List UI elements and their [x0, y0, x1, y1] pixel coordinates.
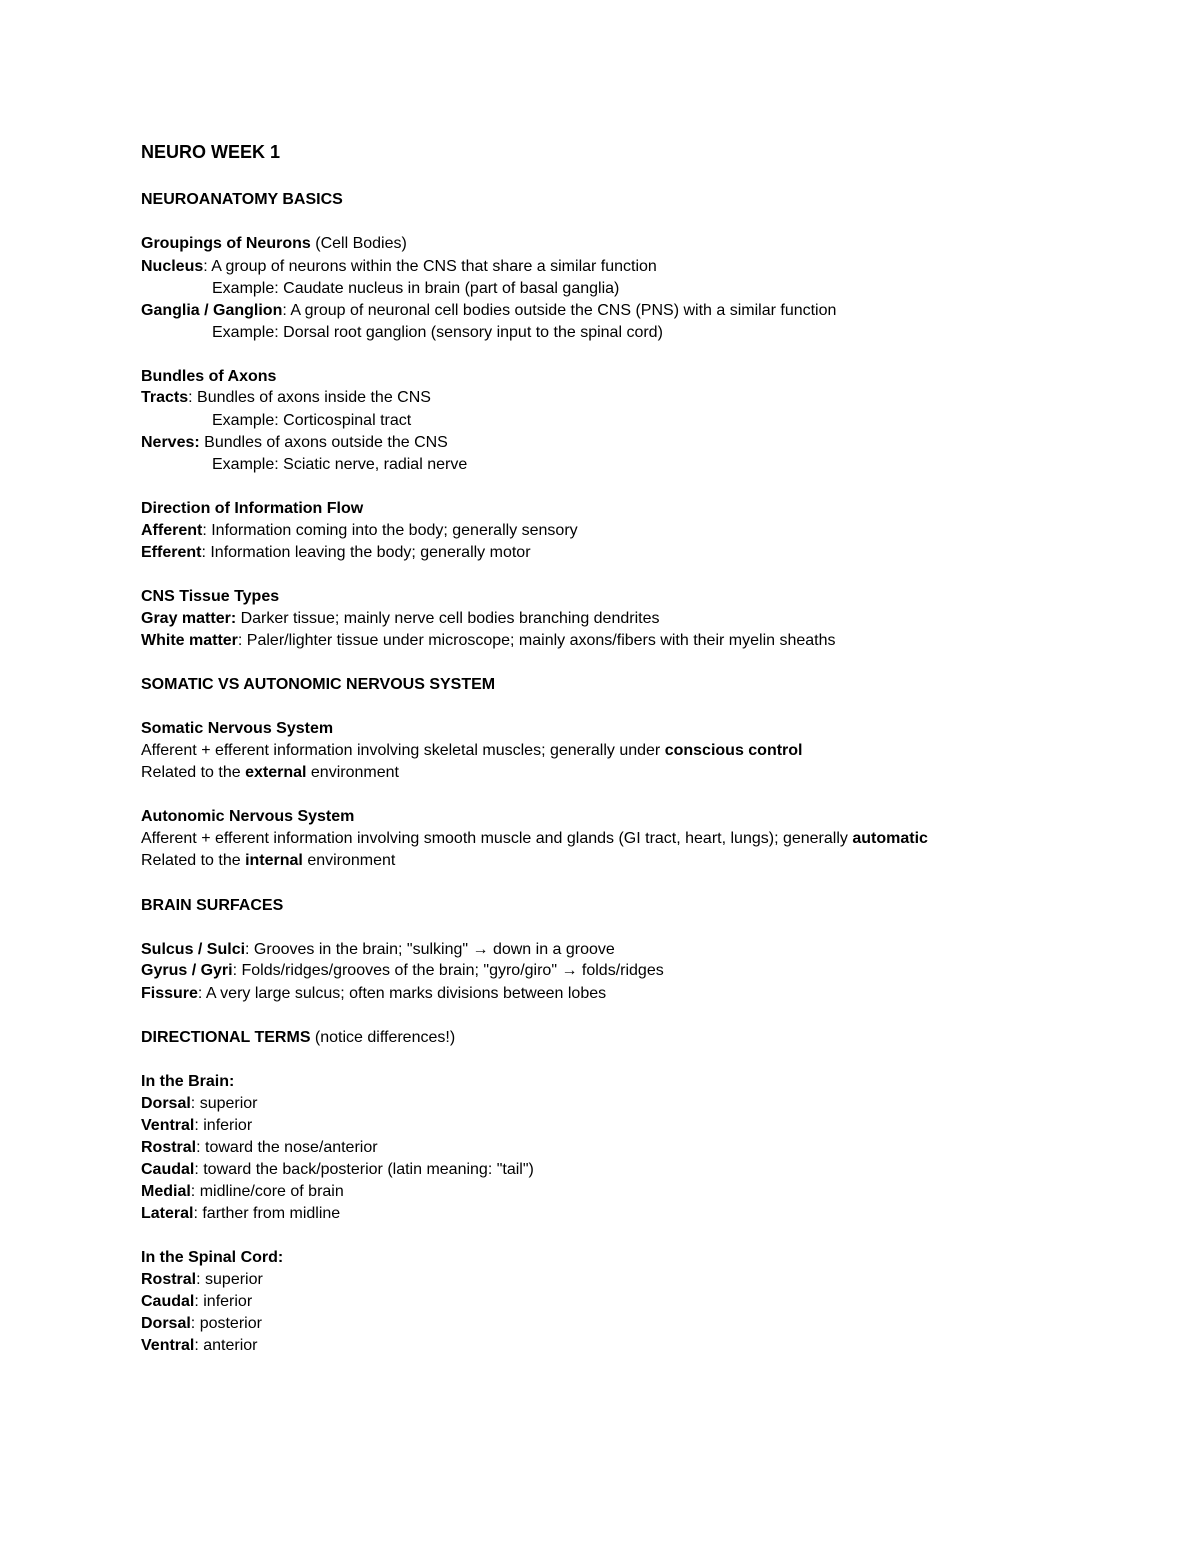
example-tracts: Example: Corticospinal tract — [212, 412, 412, 429]
autonomic-description — [141, 829, 928, 849]
term-fissure: Fissure — [141, 985, 198, 1002]
autonomic-emphasis: automatic — [852, 830, 928, 847]
definition-afferent — [141, 521, 578, 541]
def-dorsal: : superior — [190, 1095, 258, 1112]
def-fissure: : A very large sulcus; often marks divisions between lobes — [197, 985, 607, 1002]
brain-term-row — [141, 1094, 258, 1114]
autonomic-env-suffix: environment — [302, 852, 396, 869]
def-afferent: : Information coming into the body; generally sensory — [202, 522, 578, 539]
groupings-note: (Cell Bodies) — [315, 235, 407, 252]
example-nucleus: Example: Caudate nucleus in brain (part of basal ganglia) — [212, 280, 620, 297]
somatic-text: Afferent + efferent information involving skeletal muscles; generally under — [141, 742, 665, 759]
subheading-direction: Direction of Information Flow — [141, 500, 364, 517]
term-lateral: Lateral — [141, 1205, 194, 1222]
autonomic-env-text: Related to the — [141, 852, 246, 869]
term-dorsal: Dorsal — [141, 1315, 191, 1332]
term-caudal: Caudal — [141, 1293, 195, 1310]
term-nerves: Nerves: — [141, 434, 200, 451]
autonomic-environment — [141, 851, 395, 871]
section-heading-directional — [141, 1028, 455, 1048]
term-afferent: Afferent — [141, 522, 203, 539]
def-ganglia: : A group of neuronal cell bodies outside the CNS (PNS) with a similar function — [282, 302, 837, 319]
brain-term-row — [141, 1116, 252, 1136]
subheading-brain: In the Brain: — [141, 1073, 235, 1090]
subheading-somatic: Somatic Nervous System — [141, 720, 334, 737]
somatic-env-emphasis: external — [245, 764, 307, 781]
def-rostral: : toward the nose/anterior — [196, 1139, 378, 1156]
autonomic-text: Afferent + efferent information involving smooth muscle and glands (GI tract, heart, lungs); generally — [141, 830, 853, 847]
def-nucleus: : A group of neurons within the CNS that share a similar function — [203, 258, 657, 275]
def-tracts: : Bundles of axons inside the CNS — [188, 389, 431, 406]
subheading-bundles: Bundles of Axons — [141, 368, 277, 385]
section-heading-surfaces: BRAIN SURFACES — [141, 897, 284, 914]
term-tracts: Tracts — [141, 389, 189, 406]
spinal-term-row — [141, 1336, 258, 1356]
definition-efferent — [141, 543, 531, 563]
def-rostral: : superior — [196, 1271, 263, 1288]
term-sulcus: Sulcus / Sulci — [141, 941, 246, 958]
term-caudal: Caudal — [141, 1161, 195, 1178]
definition-ganglia — [141, 301, 836, 321]
term-dorsal: Dorsal — [141, 1095, 191, 1112]
definition-nerves — [141, 433, 448, 453]
subheading-groupings — [141, 234, 407, 254]
def-nerves: Bundles of axons outside the CNS — [199, 434, 448, 451]
example-nerves: Example: Sciatic nerve, radial nerve — [212, 456, 468, 473]
spinal-term-row — [141, 1292, 252, 1312]
term-ventral: Ventral — [141, 1337, 195, 1354]
brain-term-row — [141, 1138, 378, 1158]
subheading-spinal-cord: In the Spinal Cord: — [141, 1249, 284, 1266]
term-medial: Medial — [141, 1183, 191, 1200]
example-ganglia: Example: Dorsal root ganglion (sensory input to the spinal cord) — [212, 324, 663, 341]
def-lateral: : farther from midline — [193, 1205, 341, 1222]
definition-white-matter — [141, 631, 836, 651]
term-rostral: Rostral — [141, 1139, 197, 1156]
term-efferent: Efferent — [141, 544, 202, 561]
term-ganglia: Ganglia / Ganglion — [141, 302, 283, 319]
subheading-tissue: CNS Tissue Types — [141, 588, 280, 605]
term-ventral: Ventral — [141, 1117, 195, 1134]
subheading-autonomic: Autonomic Nervous System — [141, 808, 355, 825]
directional-heading: DIRECTIONAL TERMS — [141, 1029, 311, 1046]
somatic-env-text: Related to the — [141, 764, 246, 781]
groupings-label: Groupings of Neurons — [141, 235, 311, 252]
def-efferent: : Information leaving the body; generally motor — [201, 544, 531, 561]
term-white-matter: White matter — [141, 632, 238, 649]
document-title: NEURO WEEK 1 — [141, 142, 281, 162]
term-gyrus: Gyrus / Gyri — [141, 962, 233, 979]
def-sulcus: : Grooves in the brain; "sulking" → down in a groove — [245, 941, 615, 958]
definition-gyrus — [141, 961, 664, 981]
def-gray-matter: Darker tissue; mainly nerve cell bodies branching dendrites — [236, 610, 660, 627]
somatic-environment — [141, 763, 399, 783]
brain-term-row — [141, 1160, 534, 1180]
directional-heading-note: (notice differences!) — [310, 1029, 456, 1046]
brain-term-row — [141, 1204, 340, 1224]
definition-nucleus — [141, 257, 657, 277]
term-gray-matter: Gray matter: — [141, 610, 237, 627]
def-ventral: : anterior — [194, 1337, 258, 1354]
def-gyrus: : Folds/ridges/grooves of the brain; "gyro/giro" → folds/ridges — [232, 962, 664, 979]
def-dorsal: : posterior — [190, 1315, 262, 1332]
def-caudal: : toward the back/posterior (latin meaning: "tail") — [194, 1161, 534, 1178]
term-nucleus: Nucleus — [141, 258, 204, 275]
section-heading-systems: SOMATIC VS AUTONOMIC NERVOUS SYSTEM — [141, 676, 496, 693]
def-medial: : midline/core of brain — [190, 1183, 344, 1200]
definition-tracts — [141, 388, 431, 408]
spinal-term-row — [141, 1270, 263, 1290]
def-white-matter: : Paler/lighter tissue under microscope; mainly axons/fibers with their myelin sheaths — [237, 632, 836, 649]
definition-sulcus — [141, 940, 615, 960]
spinal-term-row — [141, 1314, 262, 1334]
definition-fissure — [141, 984, 606, 1004]
somatic-description — [141, 741, 803, 761]
somatic-emphasis: conscious control — [664, 742, 803, 759]
autonomic-env-emphasis: internal — [245, 852, 303, 869]
definition-gray-matter — [141, 609, 659, 629]
def-caudal: : inferior — [194, 1293, 253, 1310]
term-rostral: Rostral — [141, 1271, 197, 1288]
def-ventral: : inferior — [194, 1117, 253, 1134]
section-heading-neuroanatomy: NEUROANATOMY BASICS — [141, 191, 343, 208]
brain-term-row — [141, 1182, 344, 1202]
somatic-env-suffix: environment — [306, 764, 399, 781]
